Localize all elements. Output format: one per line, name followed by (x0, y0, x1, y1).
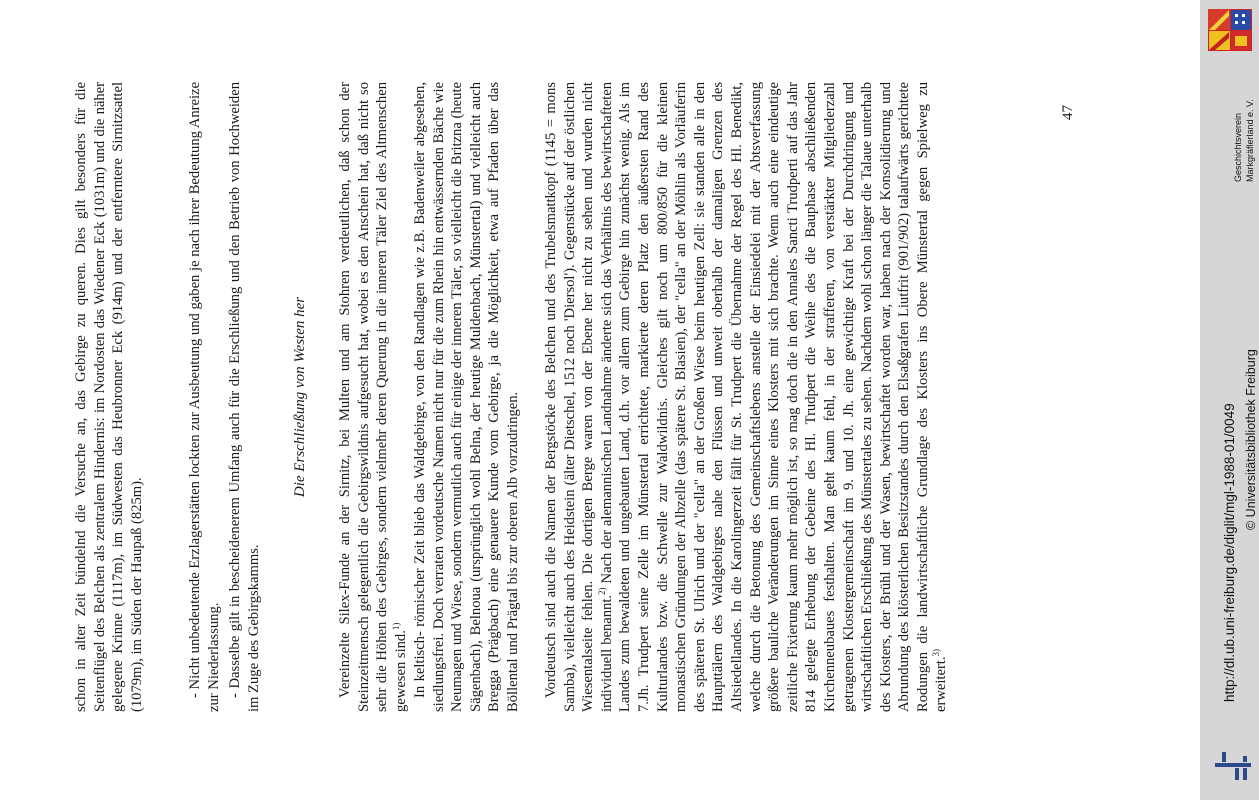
paragraph-silex: Vereinzelte Silex-Funde an der Sirnitz, bei Multen und am Stohren verdeutlichen, daß schon der Steinzeitmensch gelegentlich die Gebirgswildnis aufgesucht hat, wobei es den Anschein hat, daß nicht so sehr die Höhen des Gebirges, sondern vielmehr deren Querung in die inneren Täler Ziel des Altmenschen gewesen sind.$^{1)}$ (337, 82, 409, 712)
coat-of-arms-icon (1207, 8, 1253, 52)
paragraph-ore: - Nicht unbedeutende Erzlagerstätten lockten zur Ausbeutung und gaben je nach ihrer Bedeutung Anreize zur Niederlassung. (187, 82, 222, 712)
section-heading: Die Erschließung von Westen her (292, 296, 308, 498)
paragraph-intro: schon in alter Zeit bündelnd die Versuche an, das Gebirge zu queren. Dies gilt besonders für die Seitenflügel des Belchen als zentralem Hindernis: im Nordosten das Wiedener Eck (1031m) und die näher gelegene Krinne (1117m), im Südwesten das Heubronner Eck (914m) und der entferntere Sirnitzsattel (1079m), im Süden der Haupaß (825m). (73, 82, 145, 712)
society-name-line2: Markgräflerland e. V. (1245, 99, 1255, 182)
paragraph-celtic: In keltisch- römischer Zeit blieb das Waldgebirge, von den Randlagen wie z.B. Badenweiler abgesehen, siedlungsfrei. Doch verraten vordeutsche Namen nicht nur für die zum Rhein hin entwässernden Bäche wie Neumagen und Wiese, sondern vermutlich auch für einige der inneren Täler, so vielleicht die Britzna (heute Sägenbach), Belnoua (ursprünglich wohl Belna, der heutige Muldenbach, Münstertal) und vielleicht auch Bregga (Prägbach) eine genauere Kunde vom Gebirge, ja die Möglichkeit, etwa auf Pfaden über das Böllental und Prägtal bis zur oberen Alb vorzudringen. (412, 82, 521, 712)
ub-freiburg-logo-icon (1213, 748, 1253, 784)
copyright-notice: © Universitätsbibliothek Freiburg (1244, 349, 1258, 530)
page-number: 47 (1060, 105, 1076, 120)
paragraph-pastures: - Dasselbe gilt in bescheidenerem Umfang auch für die Erschließung und den Betrieb von Hochweiden im Zuge des Gebirgskamms. (227, 82, 262, 712)
document-url-link[interactable]: http://dl.ub.uni-freiburg.de/diglit/mgl-1988-01/0049 (1222, 403, 1237, 702)
footnote-ref-3: 3) (931, 648, 942, 657)
footnote-ref-2: 2) (596, 587, 607, 595)
footnote-ref-1: 1) (390, 622, 401, 631)
paragraph-prealemannic: Vordeutsch sind auch die Namen der Bergstöcke des Belchen und des Trubelsmattkopf (1145 = mons Samba), vielleicht auch des Heidstein (älter Dietschel, 1512 noch 'Diersol'). Gegenstücke auf der östlichen Wiesentalseite fehlen. Die dortigen Berge waren von der Ebene her nicht zu sehen und wurden nicht individuell benannt.$^{2)}$ Nach der alemannischen Landnahme änderte sich das Verhältnis des bewirtschafteten Landes zum bewaldeten und ungebauten Land, d.h. vor allem zum Gebirge hin zunächst wenig. Als im 7.Jh. Trudpert seine Zelle im Münstertal errichtete, markierte deren Platz den äußersten Rand des Kulturlandes bzw. die Schwelle zur Waldwildnis. Gleiches gilt noch um 800/850 für die kleinen monastischen Gründungen der Albzelle (das spätere St. Blasien), der "cella" an der Möhlin als Vorläuferin des späteren St. Ulrich und der "cella" an der Großen Wiese beim heutigen Zell: sie standen alle in den Haupttälern des Waldgebirges nahe den Flüssen und unweit oberhalb der damaligen Grenzen des Altsiedellandes. In die Karolingerzeit fällt für St. Trudpert die Übernahme der Regel des Hl. Benedikt, welche durch die Betonung des Gemeinschaftslebens anstelle der Einsiedelei mit der Abtsverfassung größere bauliche Veränderungen im Sinne eines Klosters mit sich brachte. Wenn auch eine eindeutige zeitliche Fixierung kaum mehr möglich ist, so mag doch die in den Annales Sancti Trudperti auf das Jahr 814 gelegte Erhebung der Gebeine des Hl. Trudpert die Weihe des die Bauphase abschließenden Kirchenneubaues festhalten. Man geht kaum fehl, in der strafferen, von verstärkter Mitgliederzahl getragenen Klostergemeinschaft im 9. und 10. Jh. eine gewichtige Kraft bei der Durchdringung und wirtschaftlichen Erschließung des Münstertales zu sehen. Nachdem wohl schon länger die Talaue unterhalb des Klosters, der Brühl und der Wasen, bewirtschaftet worden war, haben nach der Konsolidierung und Abrundung des klösterlichen Besitzstandes durch den Elsaßgrafen Liutfrit (901/902) talaufwärts gerichtete Rodungen die landwirtschaftliche Grundlage des Klosters ins Obere Münstertal gegen Spielweg zu erweitert.$^{3)}$ (543, 81, 950, 712)
society-name-line1: Geschichtsverein (1233, 112, 1243, 182)
